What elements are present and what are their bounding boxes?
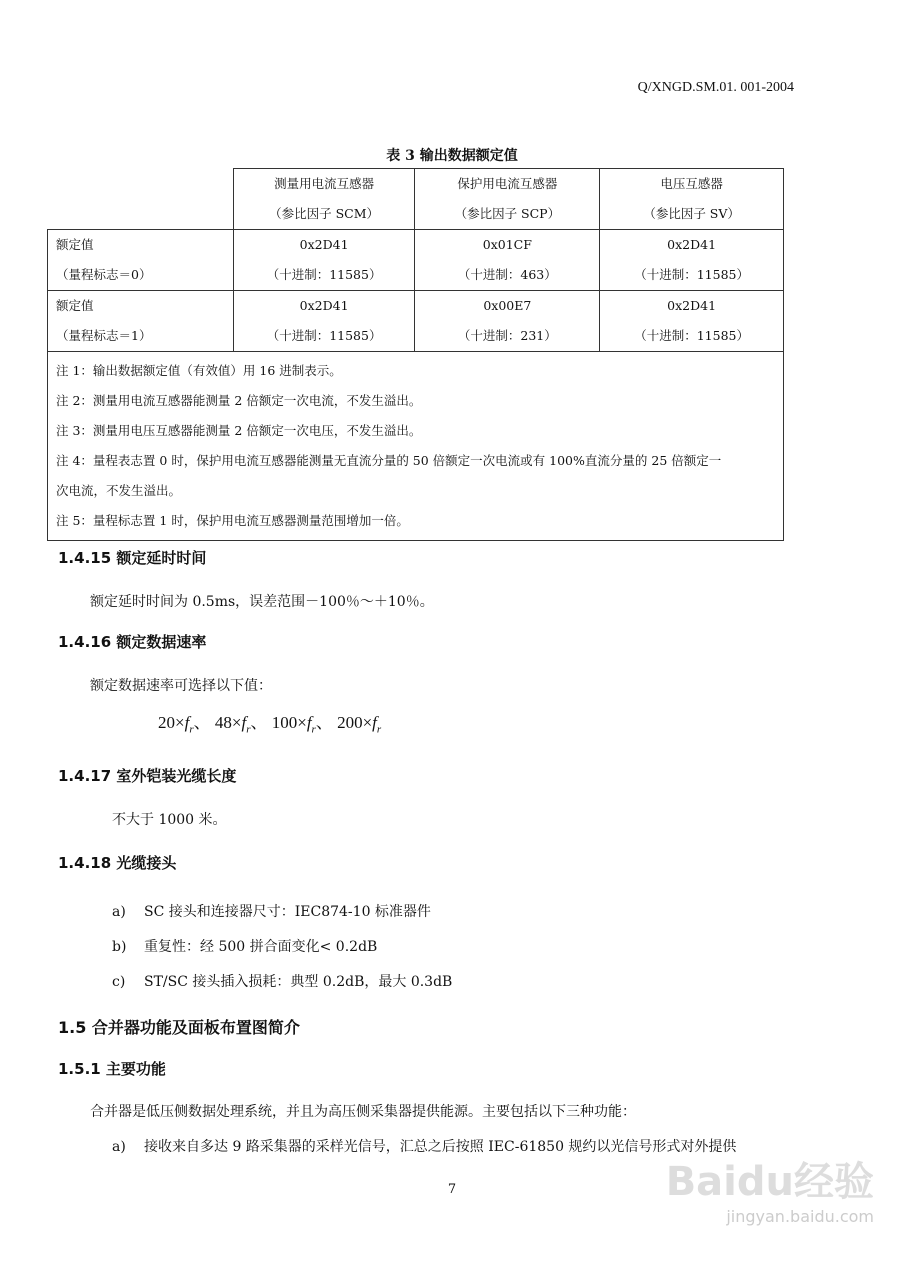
column-header: 电压互感器 （参比因子 SV）	[600, 169, 784, 230]
column-header: 测量用电流互感器 （参比因子 SCM）	[233, 169, 415, 230]
paragraph: 额定数据速率可选择以下值：	[90, 678, 272, 694]
table-header-row	[48, 169, 784, 230]
output-rating-table	[47, 168, 784, 541]
section-heading: 1.4.17 室外铠装光缆长度	[58, 767, 237, 785]
section-heading: 1.4.18 光缆接头	[58, 854, 177, 872]
table-cell: 0x2D41 （十进制：11585）	[600, 230, 784, 291]
note: 注 1：输出数据额定值（有效值）用 16 进制表示。	[56, 363, 342, 378]
row-label: 额定值 （量程标志＝0）	[48, 230, 234, 291]
list-item: b) 重复性：经 500 拼合面变化< 0.2dB	[112, 939, 378, 955]
section-heading: 1.4.15 额定延时时间	[58, 549, 207, 567]
table-cell: 0x2D41 （十进制：11585）	[600, 291, 784, 352]
section-heading: 1.4.16 额定数据速率	[58, 633, 207, 651]
baidu-watermark	[666, 1150, 874, 1226]
note: 注 5：量程标志置 1 时，保护用电流互感器测量范围增加一倍。	[56, 513, 409, 528]
page-number: 7	[447, 1182, 457, 1197]
paragraph: 合并器是低压侧数据处理系统，并且为高压侧采集器提供能源。主要包括以下三种功能：	[90, 1104, 636, 1120]
section-heading: 1.5 合并器功能及面板布置图简介	[58, 1018, 300, 1037]
table-row	[48, 291, 784, 352]
document-code: Q/XNGD.SM.01. 001-2004	[637, 80, 794, 95]
table-cell: 0x2D41 （十进制：11585）	[233, 230, 415, 291]
note: 注 4：量程表志置 0 时，保护用电流互感器能测量无直流分量的 50 倍额定一次电流或有 100%直流分量的 25 倍额定一	[56, 453, 722, 468]
empty-corner-cell	[48, 169, 234, 230]
table-cell: 0x01CF （十进制：463）	[415, 230, 600, 291]
watermark-logo: Baidu经验	[665, 1159, 874, 1205]
data-rate-formula: $20\times f_r$、 $48\times f_r$、 $100\times f_r$、 $200\times f_r$	[158, 713, 382, 736]
note: 次电流，不发生溢出。	[56, 483, 182, 498]
list-item: c) ST/SC 接头插入损耗：典型 0.2dB，最大 0.3dB	[112, 974, 453, 990]
list-item: a) SC 接头和连接器尺寸：IEC874-10 标准器件	[112, 904, 431, 920]
watermark-url: jingyan.baidu.com	[726, 1207, 874, 1226]
table-row	[48, 230, 784, 291]
column-header: 保护用电流互感器 （参比因子 SCP）	[415, 169, 600, 230]
paragraph: 不大于 1000 米。	[112, 812, 227, 828]
table-notes-row	[48, 352, 784, 541]
row-label: 额定值 （量程标志＝1）	[48, 291, 234, 352]
list-item: a) 接收来自多达 9 路采集器的采样光信号，汇总之后按照 IEC-61850 规约以光信号形式对外提供	[112, 1139, 737, 1155]
table-cell: 0x00E7 （十进制：231）	[415, 291, 600, 352]
note: 注 2：测量用电流互感器能测量 2 倍额定一次电流，不发生溢出。	[56, 393, 422, 408]
table-notes	[48, 352, 784, 541]
paragraph: 额定延时时间为 0.5ms，误差范围－100％～＋10％。	[90, 594, 434, 610]
table-cell: 0x2D41 （十进制：11585）	[233, 291, 415, 352]
table-caption: 表 3 输出数据额定值	[386, 148, 518, 164]
section-heading: 1.5.1 主要功能	[58, 1060, 166, 1078]
note: 注 3：测量用电压互感器能测量 2 倍额定一次电压，不发生溢出。	[56, 423, 422, 438]
